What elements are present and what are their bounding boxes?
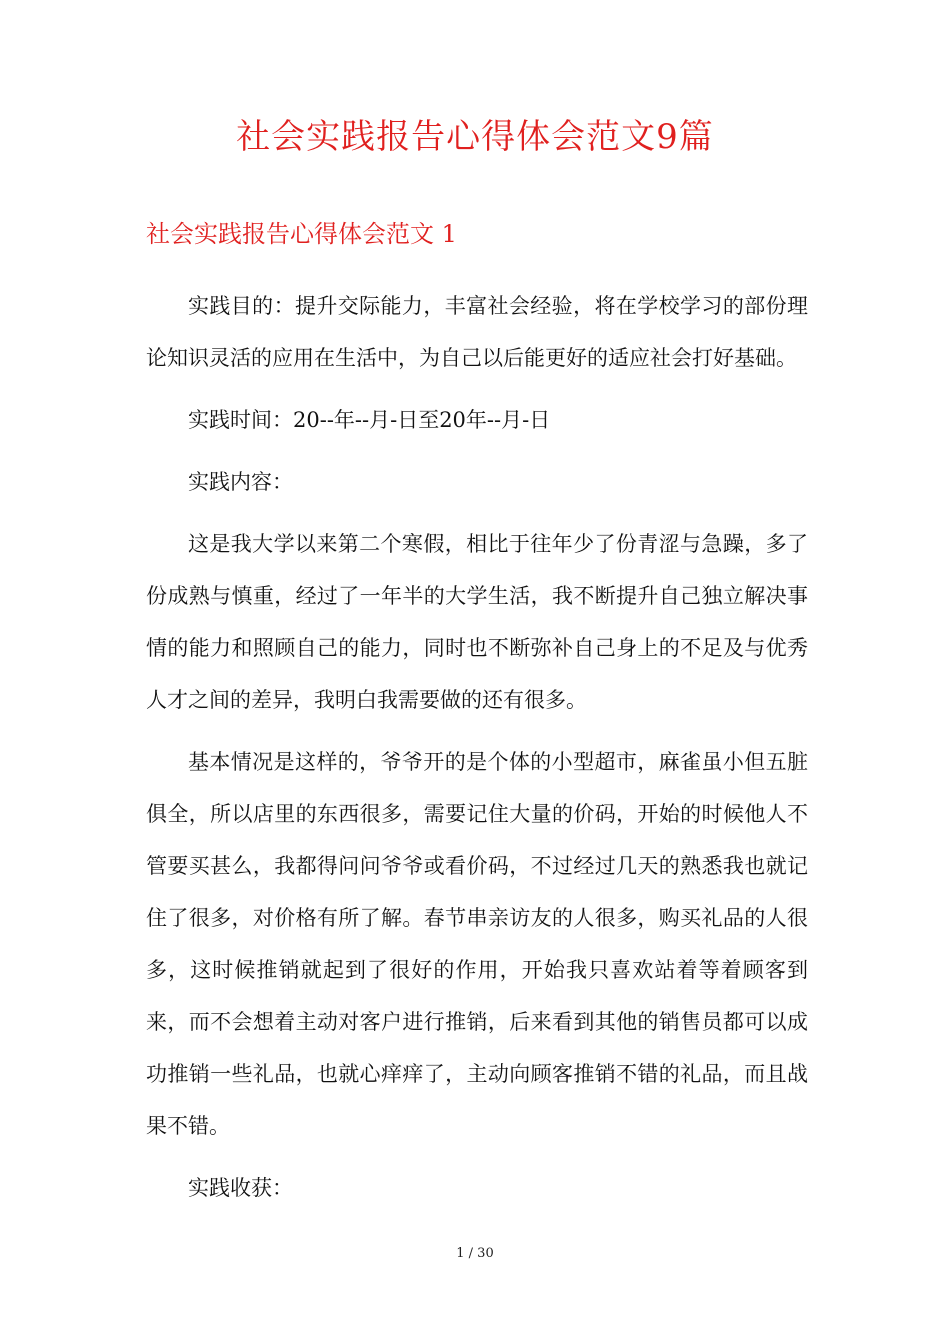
paragraph-content-label: 实践内容： [188,470,293,494]
section-heading: 社会实践报告心得体会范文 1 [146,220,457,248]
paragraph-purpose: 实践目的：提升交际能力，丰富社会经验，将在学校学习的部份理论知识灵活的应用在生活中，为自己以后能更好的适应社会打好基础。 [146,294,808,370]
document-body [146,280,808,1224]
paragraph-situation: 基本情况是这样的，爷爷开的是个体的小型超市，麻雀虽小但五脏俱全，所以店里的东西很多，需要记住大量的价码，开始的时候他人不管要买甚么，我都得问问爷爷或看价码，不过经过几天的熟悉我也就记住了很多，对价格有所了解。春节串亲访友的人很多，购买礼品的人很多，这时候推销就起到了很好的作用，开始我只喜欢站着等着顾客到来，而不会想着主动对客户进行推销，后来看到其他的销售员都可以成功推销一些礼品，也就心痒痒了，主动向顾客推销不错的礼品，而且战果不错。 [146,750,808,1138]
document-title: 社会实践报告心得体会范文9篇 [236,117,714,157]
paragraph-time: 实践时间：20--年--月-日至20年--月-日 [188,408,551,432]
page-number: 1 / 30 [456,1246,494,1261]
paragraph-gains-label: 实践收获： [188,1176,293,1200]
paragraph-intro: 这是我大学以来第二个寒假，相比于往年少了份青涩与急躁，多了份成熟与慎重，经过了一年半的大学生活，我不断提升自己独立解决事情的能力和照顾自己的能力，同时也不断弥补自己身上的不足及与优秀人才之间的差异，我明白我需要做的还有很多。 [146,532,808,712]
